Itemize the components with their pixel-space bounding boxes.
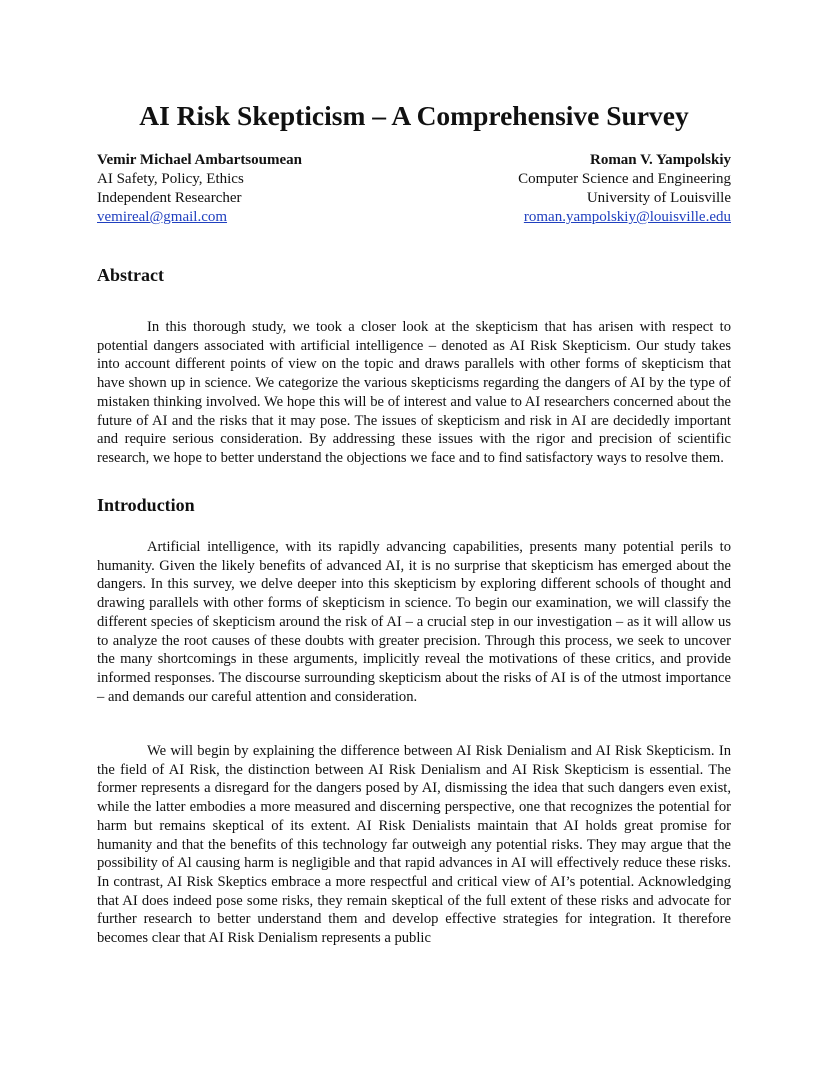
- author-2-institution: University of Louisville: [586, 190, 731, 206]
- author-2-name: Roman V. Yampolskiy: [589, 152, 731, 168]
- intro-paragraph-2: We will begin by explaining the difference between AI Risk Denialism and AI Risk Skepticism. In the field of AI Risk, the distinction between AI Risk Denialism and AI Risk Skepticism is essential. The former represents a disregard for the dangers posed by AI, dismissing the idea that such dangers even exist, while the latter embodies a more measured and discerning perspective, one that recognizes the potential for harm but remains skeptical of its extent. AI Risk Denialists maintain that AI holds great promise for humanity and that the benefits of this technology far outweigh any potential risks. They may argue that the possibility of Al causing harm is negligible and that rapid advances in AI will effectively reduce these risks. In contrast, AI Risk Skeptics embrace a more respectful and critical view of AI’s potential. Acknowledging that AI does indeed pose some risks, they remain skeptical of the full extent of these risks and advocate for further research to better understand them and develop effective strategies for integration. It therefore becomes clear that AI Risk Denialism represents a public: [97, 743, 731, 947]
- author-1-name: Vemir Michael Ambartsoumean: [97, 152, 302, 168]
- author-1-email-link[interactable]: vemireal@gmail.com: [97, 209, 228, 225]
- author-2-email-link[interactable]: roman.yampolskiy@louisville.edu: [523, 209, 731, 225]
- author-1: [97, 151, 302, 227]
- author-1-affiliation: AI Safety, Policy, Ethics: [97, 171, 244, 187]
- abstract-text: In this thorough study, we took a closer look at the skepticism that has arisen with respect to potential dangers associated with artificial intelligence – denoted as AI Risk Skepticism. Our study takes into account different points of view on the topic and draws parallels with other forms of skepticism that have shown up in science. We categorize the various skepticisms regarding the dangers of AI by the type of mistaken thinking involved. We hope this will be of interest and value to AI researchers concerned about the future of AI and the risks that it may pose. The issues of skepticism and risk in AI are decidedly important and require serious consideration. By addressing these issues with the rigor and precision of scientific research, we hope to better understand the objections we face and to find satisfactory ways to resolve them.: [97, 319, 731, 466]
- introduction-heading: Introduction: [97, 495, 195, 515]
- abstract-heading: Abstract: [97, 265, 164, 285]
- author-2-affiliation: Computer Science and Engineering: [518, 171, 731, 187]
- author-2: [518, 151, 731, 227]
- paper-title: AI Risk Skepticism – A Comprehensive Survey: [139, 100, 689, 131]
- author-1-institution: Independent Researcher: [97, 190, 242, 206]
- intro-paragraph-1: Artificial intelligence, with its rapidly advancing capabilities, presents many potential perils to humanity. Given the likely benefits of advanced AI, it is no surprise that skepticism has emerged about the dangers. In this survey, we delve deeper into this skepticism by exploring different schools of thought and drawing parallels with other forms of skepticism in science. To begin our examination, we will classify the different species of skepticism around the risk of AI – a crucial step in our investigation – as it will allow us to analyze the root causes of these doubts with greater precision. Through this process, we seek to uncover the many shortcomings in these arguments, implicitly reveal the motivations of these critics, and provide informed responses. The discourse surrounding skepticism about the risks of AI is of the utmost importance – and demands our careful attention and consideration.: [97, 539, 731, 705]
